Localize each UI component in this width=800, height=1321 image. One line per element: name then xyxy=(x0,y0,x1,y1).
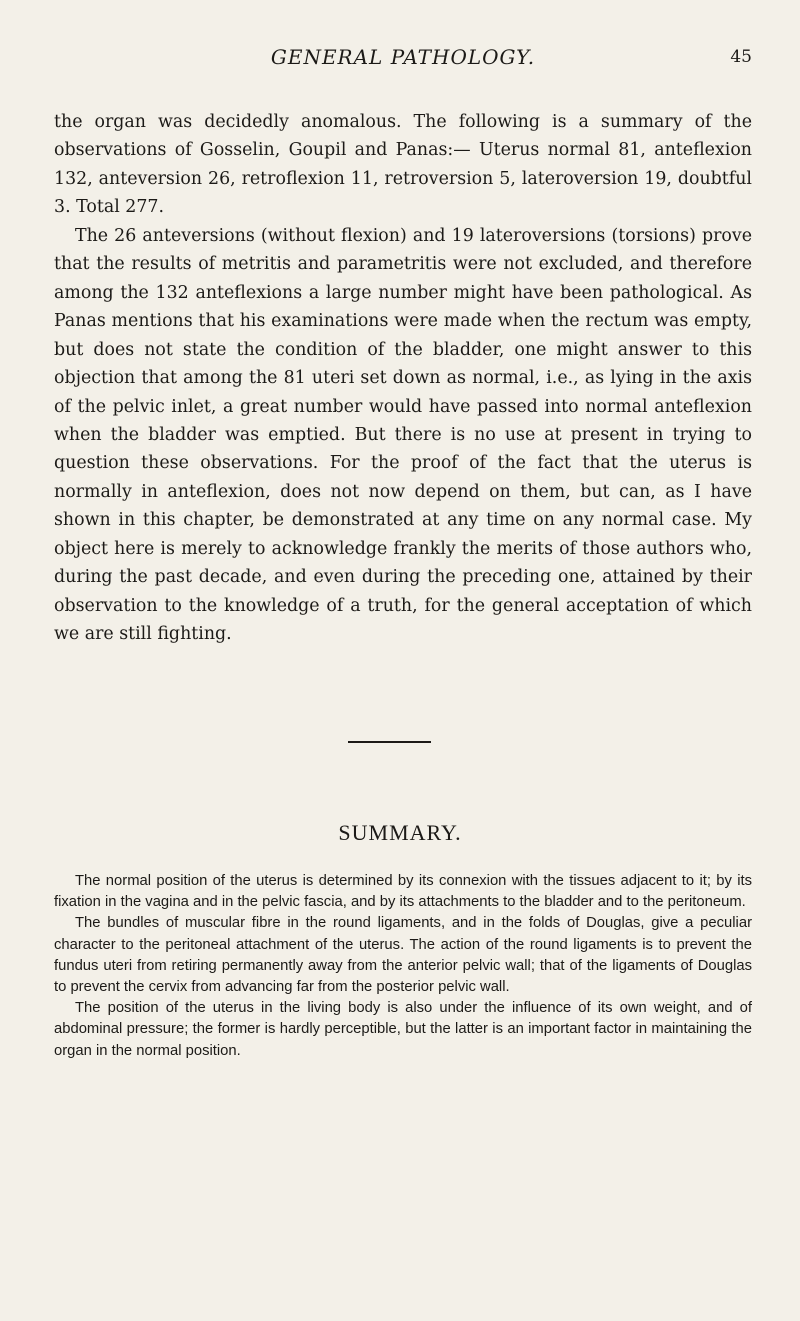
summary-paragraph: The normal position of the uterus is determined by its connexion with the tissues adjacent to it; by its fixation in the vagina and in the pelvic fascia, and by its attachments to the bladder and to the peritoneum. xyxy=(54,873,752,911)
page-number: 45 xyxy=(730,47,752,67)
summary-paragraph: The position of the uterus in the living body is also under the influence of its own weight, and of abdominal pressure; the former is hardly perceptible, but the latter is an important factor in maintaining the organ in the normal position. xyxy=(54,1000,752,1059)
body-paragraph: the organ was decidedly anomalous. The following is a summary of the observations of Gosselin, Goupil and Panas:— Uterus normal 81, anteflexion 132, anteversion 26, retroflexion 11, retroversion 5, lateroversion 19, doubtful 3. Total 277. xyxy=(54,112,752,218)
running-title: GENERAL PATHOLOGY. xyxy=(270,45,536,69)
summary-paragraph: The bundles of muscular fibre in the round ligaments, and in the folds of Douglas, give a peculiar character to the peritoneal attachment of the uterus. The action of the round ligaments is to prevent the fundus uteri from retiring permanently away from the anterior pelvic wall; that of the ligaments of Douglas to prevent the cervix from advancing far from the posterior pelvic wall. xyxy=(54,915,752,996)
summary-text xyxy=(54,871,752,1062)
body-text xyxy=(54,108,752,649)
body-paragraph: The 26 anteversions (without flexion) and 19 lateroversions (torsions) prove that the results of metritis and parametritis were not excluded, and therefore among the 132 anteflexions a large number might have been pathological. As Panas mentions that his examinations were made when the rectum was empty, but does not state the condition of the bladder, one might answer to this objection that among the 81 uteri set down as normal, i.e., as lying in the axis of the pelvic inlet, a great number would have passed into normal anteflexion when the bladder was emptied. But there is no use at present in trying to question these observations. For the proof of the fact that the uterus is normally in anteflexion, does not now depend on them, but can, as I have shown in this chapter, be demonstrated at any time on any normal case. My object here is merely to acknowledge frankly the merits of those authors who, during the past decade, and even during the preceding one, attained by their observation to the knowledge of a truth, for the general acceptation of which we are still fighting. xyxy=(54,225,752,645)
running-head xyxy=(54,42,752,72)
summary-heading: SUMMARY. xyxy=(338,820,462,845)
section-divider xyxy=(348,741,431,743)
